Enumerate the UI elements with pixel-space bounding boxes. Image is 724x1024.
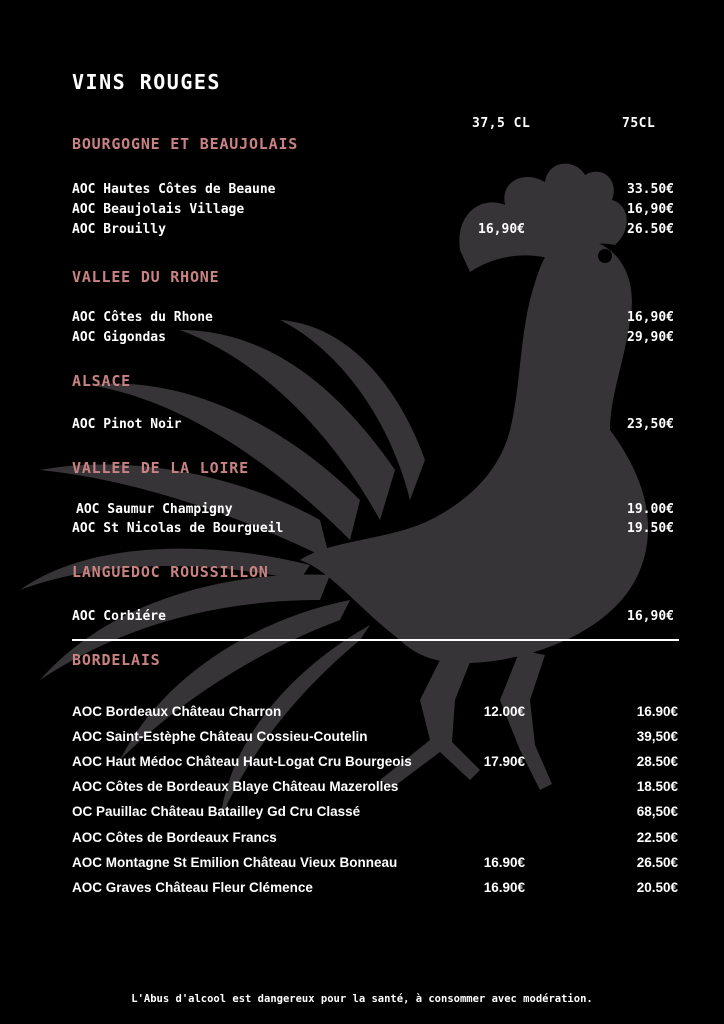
price-37cl: 16,90€	[478, 222, 525, 237]
section-heading: VALLEE DE LA LOIRE	[72, 459, 249, 477]
price-75cl: 39,50€	[636, 729, 678, 744]
section-heading: VALLEE DU RHONE	[72, 268, 220, 286]
wine-name: OC Pauillac Château Batailley Gd Cru Classé	[72, 804, 361, 819]
price-75cl: 26.50€	[627, 222, 674, 237]
section-heading: ALSACE	[72, 372, 131, 390]
wine-name: AOC Côtes de Bordeaux Blaye Château Mazerolles	[72, 779, 399, 794]
section-heading: LANGUEDOC ROUSSILLON	[72, 563, 269, 581]
wine-name: AOC Saumur Champigny	[76, 502, 233, 517]
price-75cl: 19.00€	[627, 502, 674, 517]
price-37cl: 16.90€	[483, 855, 525, 870]
section-heading: BORDELAIS	[72, 651, 161, 669]
price-75cl: 16,90€	[627, 310, 674, 325]
price-75cl: 29,90€	[627, 330, 674, 345]
wine-name: AOC Côtes de Bordeaux Francs	[72, 830, 277, 845]
price-75cl: 26.50€	[636, 855, 678, 870]
price-75cl: 23,50€	[627, 417, 674, 432]
section-heading: BOURGOGNE ET BEAUJOLAIS	[72, 135, 299, 153]
health-warning: L'Abus d'alcool est dangereux pour la santé, à consommer avec modération.	[131, 993, 593, 1005]
wine-name: AOC Corbiére	[72, 609, 166, 624]
price-37cl: 12.00€	[483, 704, 525, 719]
wine-name: AOC Saint-Estèphe Château Cossieu-Coutelin	[72, 729, 368, 744]
wine-name: AOC Beaujolais Village	[72, 202, 245, 217]
wine-name: AOC Brouilly	[72, 222, 166, 237]
page-title: VINS ROUGES	[72, 70, 221, 94]
price-75cl: 20.50€	[636, 880, 678, 895]
price-37cl: 16.90€	[483, 880, 525, 895]
price-75cl: 16,90€	[627, 202, 674, 217]
price-75cl: 68,50€	[636, 804, 678, 819]
wine-name: AOC Montagne St Emilion Château Vieux Bonneau	[72, 855, 398, 870]
column-header-small: 37,5 CL	[472, 116, 531, 131]
price-37cl: 17.90€	[483, 754, 525, 769]
wine-name: AOC Côtes du Rhone	[72, 310, 213, 325]
price-75cl: 19.50€	[627, 521, 674, 536]
price-75cl: 16,90€	[627, 609, 674, 624]
wine-name: AOC Haut Médoc Château Haut-Logat Cru Bourgeois	[72, 754, 412, 769]
price-75cl: 28.50€	[636, 754, 678, 769]
wine-name: AOC Hautes Côtes de Beaune	[72, 182, 276, 197]
price-75cl: 18.50€	[636, 779, 678, 794]
price-75cl: 33.50€	[627, 182, 674, 197]
section-divider	[72, 639, 679, 641]
wine-name: AOC St Nicolas de Bourgueil	[72, 521, 284, 536]
wine-name: AOC Bordeaux Château Charron	[72, 704, 282, 719]
price-75cl: 16.90€	[636, 704, 678, 719]
column-header-large: 75CL	[622, 116, 656, 131]
price-75cl: 22.50€	[636, 830, 678, 845]
wine-name: AOC Gigondas	[72, 330, 166, 345]
wine-name: AOC Graves Château Fleur Clémence	[72, 880, 313, 895]
wine-name: AOC Pinot Noir	[72, 417, 182, 432]
